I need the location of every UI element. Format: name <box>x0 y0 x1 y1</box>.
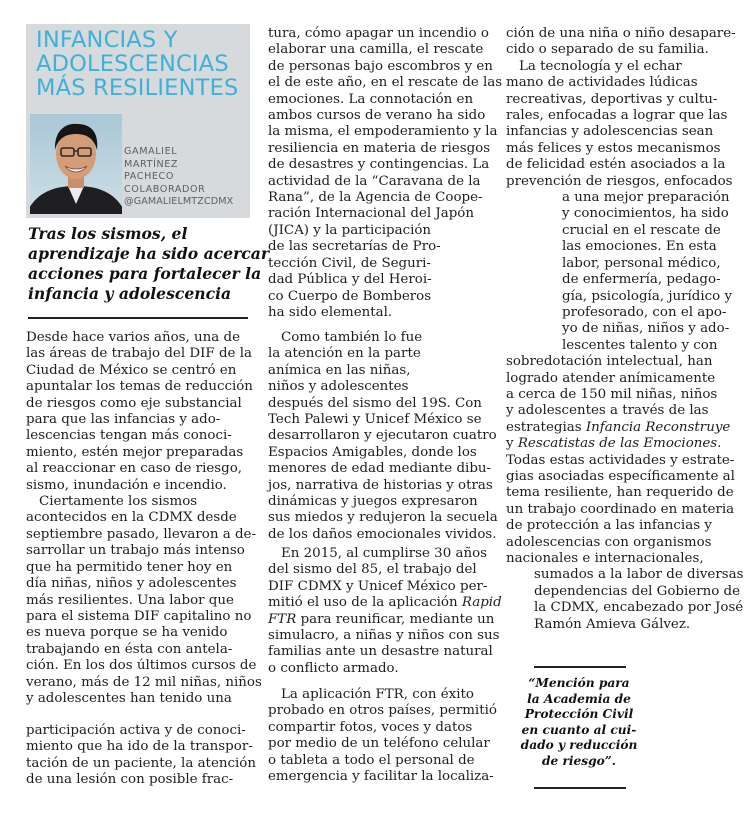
text-line: elaborar una camilla, el rescate <box>268 42 484 58</box>
text-line: dado y reducción <box>520 738 638 752</box>
text-line: gias asociadas específicamente al <box>506 468 735 484</box>
text-line: de los daños emocionales vividos. <box>268 526 497 542</box>
text-line: anímica en las niñas, <box>268 362 411 378</box>
column-header <box>26 24 250 218</box>
text-line: la atención en la parte <box>268 346 421 362</box>
text-line: apuntalar los temas de reducción <box>26 379 253 395</box>
text-line: la CDMX, encabezado por José <box>534 600 744 616</box>
text-line: de riesgos como eje substancial <box>26 395 242 411</box>
text-line: jos, narrativa de historias y otras <box>268 477 493 493</box>
author-info <box>124 146 233 209</box>
text-line: yo de niñas, niños y ado- <box>562 321 730 337</box>
pullquote <box>500 676 658 769</box>
text-line: sarrollar un trabajo más intenso <box>26 543 245 559</box>
text-line: tura, cómo apagar un incendio o <box>268 26 489 41</box>
text-line: en cuanto al cui- <box>521 722 637 737</box>
author-photo <box>30 114 122 214</box>
author-handle: @GAMALIELMTZCDMX <box>124 196 234 207</box>
text-line: tección Civil, de Seguri- <box>268 255 431 271</box>
text-line: mitió el uso de la aplicación <box>268 595 458 611</box>
text-line: para reunificar, mediante un <box>300 611 495 627</box>
text-line: de enfermería, pedago- <box>562 272 721 288</box>
text-line <box>268 595 502 611</box>
text-line: tema resiliente, han requerido de <box>506 485 734 501</box>
text-line: emergencia y facilitar la localiza- <box>268 769 494 785</box>
article-title: INFANCIAS Y ADOLESCENCIAS MÁS RESILIENTES <box>36 27 239 101</box>
text-line: las emociones. En esta <box>562 239 717 255</box>
text-line: adolescencias con organismos <box>506 534 712 550</box>
text-line: probado en otros países, permitió <box>268 703 497 719</box>
text-line: cido o separado de su familia. <box>506 42 709 58</box>
text-line: la Academia de <box>527 691 631 706</box>
text-line: trabajando en ésta con antela- <box>26 641 233 657</box>
text-line: dad Pública y del Heroi- <box>268 272 432 288</box>
text-line: estrategias <box>506 419 582 435</box>
text-line: de protección a las infancias y <box>506 518 712 534</box>
text-line: y <box>506 436 514 452</box>
text-line: o conflicto armado. <box>268 660 399 676</box>
text-line: Protección Civil <box>524 707 634 721</box>
text-line: verano, más de 12 mil niñas, niños <box>26 674 262 690</box>
text-line: Ciudad de México se centró en <box>26 362 237 378</box>
col2-paragraph-1 <box>268 26 503 321</box>
text-line: Rapid <box>461 595 502 611</box>
text-line: el de este año, en el rescate de las <box>268 75 503 91</box>
text-line: Desde hace varios años, una de <box>26 330 241 345</box>
text-line: ción de una niña o niño desapare- <box>506 26 736 41</box>
text-line: día niñas, niños y adolescentes <box>26 576 237 592</box>
author-surname-2: PACHECO <box>124 171 174 182</box>
text-line: por medio de un teléfono celular <box>268 736 490 752</box>
text-line: las áreas de trabajo del DIF de la <box>26 346 252 362</box>
text-line: ambos cursos de verano ha sido <box>268 108 486 124</box>
text-line: En 2015, al cumplirse 30 años <box>281 546 488 561</box>
text-line: y adolescentes han tenido una <box>26 690 232 706</box>
text-line: lescentes talento y con <box>562 337 718 353</box>
text-line: y adolescentes a través de las <box>506 403 709 419</box>
text-line: o tableta a todo el personal de <box>268 752 475 768</box>
text-line: que ha permitido tener hoy en <box>26 559 233 575</box>
text-line: para que las infancias y ado- <box>26 412 221 428</box>
text-line: Como también lo fue <box>281 330 423 345</box>
text-line: profesorado, con el apo- <box>562 304 727 320</box>
text-line: es nueva porque se ha venido <box>26 625 228 641</box>
text-line: DIF CDMX y Unicef México per- <box>268 578 488 594</box>
author-surname-1: MARTÍNEZ <box>124 158 179 170</box>
text-line: acontecidos en la CDMX desde <box>26 510 237 526</box>
text-line: Rana”, de la Agencia de Coope- <box>268 190 483 206</box>
text-line: después del sismo del 19S. Con <box>268 395 482 411</box>
author-first-name: GAMALIEL <box>124 146 178 157</box>
text-line: Ramón Amieva Gálvez. <box>534 616 691 632</box>
text-line: rales, enfocadas a lograr que las <box>506 108 728 124</box>
text-line: co Cuerpo de Bomberos <box>268 288 432 304</box>
text-line: La aplicación FTR, con éxito <box>281 687 474 702</box>
col1-paragraph-2 <box>26 723 256 789</box>
text-line: (JICA) y la participación <box>268 222 432 238</box>
text-line: sumados a la labor de diversas <box>534 567 744 583</box>
text-line: de personas bajo escombros y en <box>268 58 493 74</box>
text-line: labor, personal médico, <box>562 255 721 271</box>
text-line: sismo, inundación e incendio. <box>26 477 227 493</box>
text-line: simulacro, a niñas y niños con sus <box>268 628 500 644</box>
col2-paragraph-2 <box>268 330 498 543</box>
text-line: ción. En los dos últimos cursos de <box>26 658 257 674</box>
text-line: nacionales e internacionales, <box>506 551 704 566</box>
text-line: tación de un paciente, la atención <box>26 755 256 771</box>
text-line: desarrollaron y ejecutaron cuatro <box>268 428 497 444</box>
text-line: al reaccionar en caso de riesgo, <box>26 461 243 477</box>
text-line: menores de edad mediante dibu- <box>268 461 492 477</box>
text-line: mano de actividades lúdicas <box>506 75 698 91</box>
text-line: más resilientes. Una labor que <box>26 592 234 608</box>
text-line: Infancia Reconstruye <box>585 419 731 435</box>
text-line: Ciertamente los sismos <box>39 494 198 510</box>
text-line: niños y adolescentes <box>268 379 409 395</box>
text-line <box>506 420 738 436</box>
text-line: a una mejor preparación <box>562 190 730 206</box>
text-line: crucial en el rescate de <box>562 222 721 238</box>
text-line: y conocimientos, ha sido <box>562 206 729 222</box>
text-line: familias ante un desastre natural <box>268 644 493 660</box>
text-line: para el sistema DIF capitalino no <box>26 608 252 624</box>
text-line: la misma, el empoderamiento y la <box>268 124 498 140</box>
text-line: sus miedos y redujeron la secuela <box>268 510 498 526</box>
pullquote-bottom-rule <box>534 787 626 789</box>
deck-divider <box>28 317 248 319</box>
author-role: COLABORADOR <box>124 183 206 195</box>
text-line: sobredotación intelectual, han <box>506 354 713 370</box>
text-line: de una lesión con posible frac- <box>26 772 234 788</box>
text-line: ración Internacional del Japón <box>268 206 474 222</box>
text-line: resiliencia en materia de riesgos <box>268 140 491 156</box>
text-line: de desastres y contingencias. La <box>268 157 490 173</box>
text-line: dinámicas y juegos expresaron <box>268 494 478 510</box>
col3-paragraph-1 <box>506 26 744 633</box>
text-line: Espacios Amigables, donde los <box>268 444 477 460</box>
text-line: La tecnología y el echar <box>519 58 682 74</box>
text-line: infancias y adolescencias sean <box>506 124 714 140</box>
text-line: Todas estas actividades y estrate- <box>506 452 735 468</box>
text-line: de felicidad estén asociados a la <box>506 157 726 173</box>
text-line: compartir fotos, voces y datos <box>268 719 473 735</box>
text-line <box>268 612 498 628</box>
col2-paragraph-4 <box>268 687 498 785</box>
text-line: lescencias tengan más conoci- <box>26 428 232 444</box>
text-line <box>506 436 738 452</box>
col2-paragraph-3 <box>268 546 502 677</box>
text-line: de las secretarías de Pro- <box>268 239 441 255</box>
text-line: gía, psicología, jurídico y <box>562 288 733 304</box>
text-line: prevención de riesgos, enfocados <box>506 173 733 189</box>
text-line: “Mención para <box>528 676 630 690</box>
text-line: participación activa y de conoci- <box>26 723 246 738</box>
text-line: septiembre pasado, llevaron a de- <box>26 526 257 542</box>
pullquote-top-rule <box>534 666 626 668</box>
text-line: FTR <box>268 611 297 627</box>
text-line: dependencias del Gobierno de <box>534 583 741 599</box>
text-line: a cerca de 150 mil niñas, niños <box>506 386 718 402</box>
text-line: ha sido elemental. <box>268 304 393 320</box>
text-line: Rescatistas de las Emociones. <box>517 436 722 452</box>
article-deck: Tras los sismos, el aprendizaje ha sido acercar acciones para fortalecer la infancia y adolescencia <box>28 224 270 303</box>
text-line: recreativas, deportivas y cultu- <box>506 91 718 107</box>
text-line: del sismo del 85, el trabajo del <box>268 562 477 578</box>
text-line: un trabajo coordinado en materia <box>506 501 735 517</box>
text-line: Tech Palewi y Unicef México se <box>268 412 482 428</box>
text-line: más felices y estos mecanismos <box>506 140 721 156</box>
text-line: logrado atender anímicamente <box>506 370 716 386</box>
text-line: emociones. La connotación en <box>268 91 474 107</box>
col1-paragraph-1 <box>26 330 262 707</box>
text-line: miento, estén mejor preparadas <box>26 444 244 460</box>
text-line: miento que ha ido de la transpor- <box>26 739 253 755</box>
text-line: de riesgo”. <box>541 753 617 768</box>
text-line: actividad de la “Caravana de la <box>268 173 481 189</box>
